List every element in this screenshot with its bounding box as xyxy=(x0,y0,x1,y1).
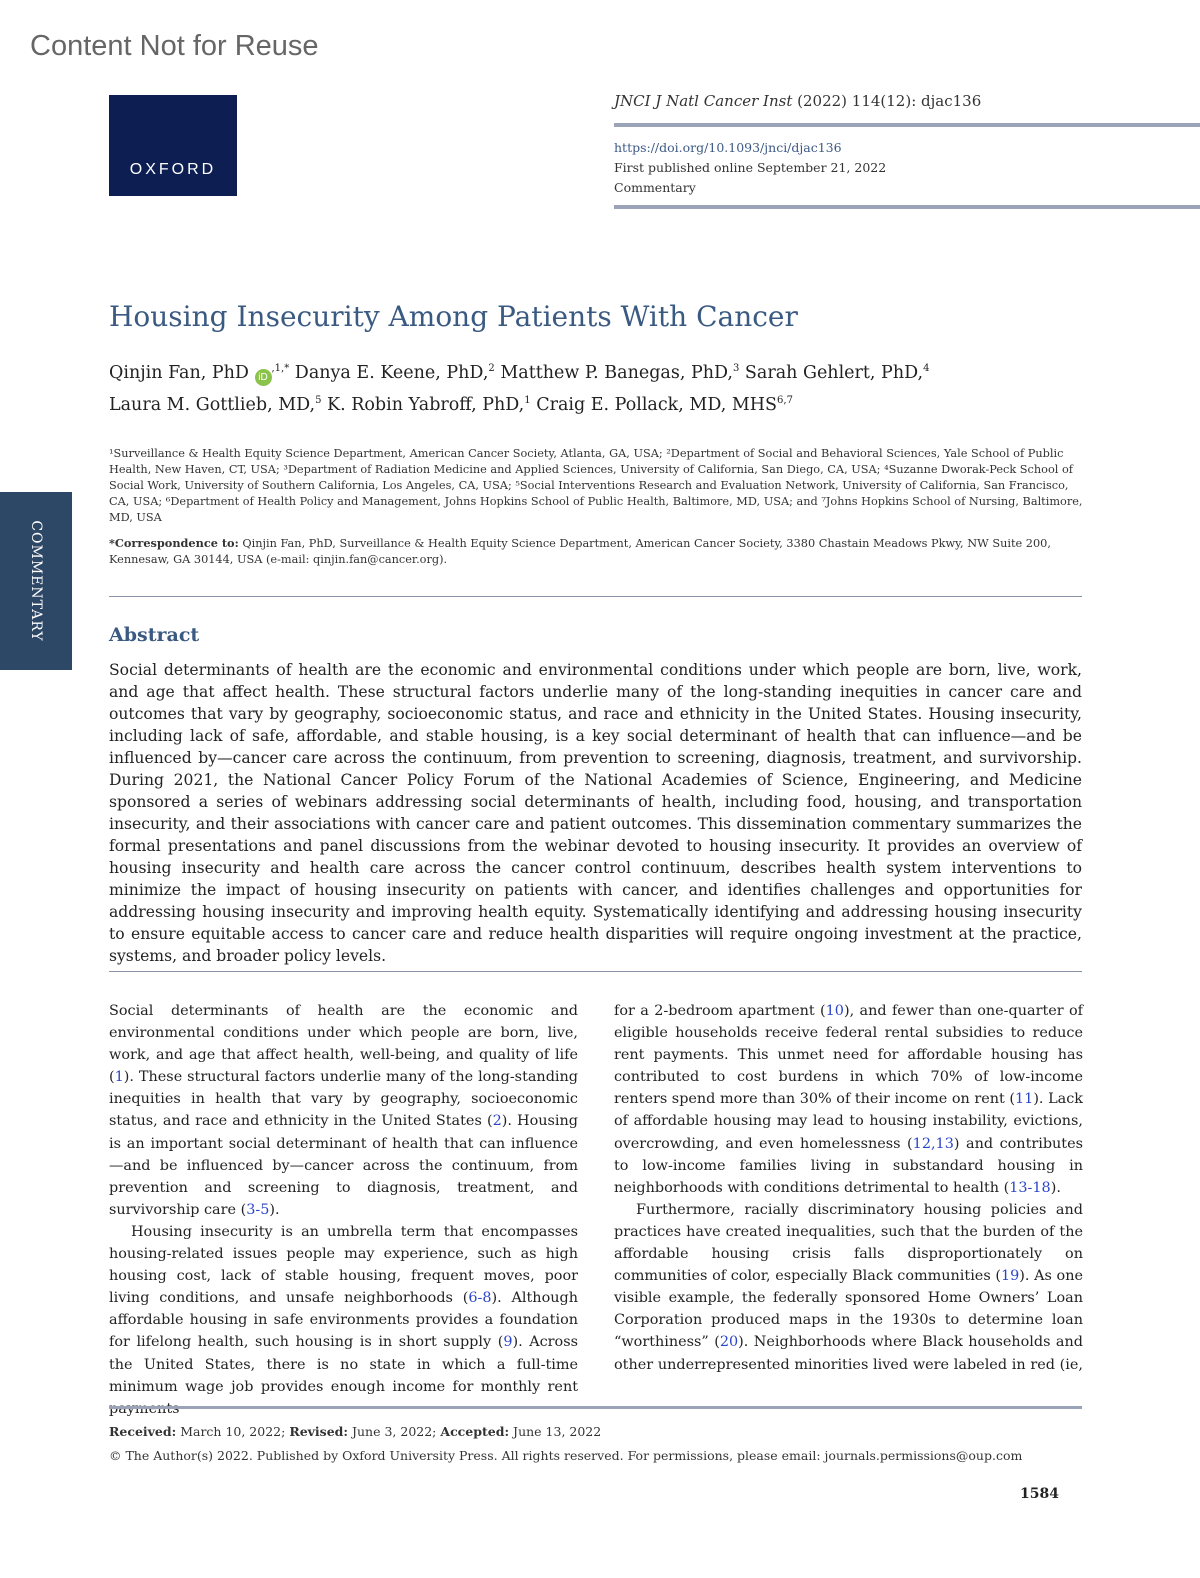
received-label: Received: xyxy=(109,1424,177,1439)
author-name: Laura M. Gottlieb, MD, xyxy=(109,394,316,415)
journal-citation xyxy=(614,92,981,110)
body-text: Social determinants of health are the economic and environmental conditions under which people are born, live, work, and age that affect health, well-being, and quality of life ( xyxy=(109,1003,578,1086)
body-text: ). These structural factors underlie many of the long-standing inequities in health that vary by geography, socioeconomic status, and race and ethnicity in the United States ( xyxy=(109,1069,578,1130)
affiliation-marker: 1 xyxy=(524,394,531,406)
body-text: ). xyxy=(1050,1179,1061,1196)
body-text: ). Although affordable housing in safe environments provides a foundation for lifelong health, such housing is in short supply ( xyxy=(109,1290,578,1351)
body-text: for a 2-bedroom apartment ( xyxy=(614,1003,826,1019)
correspondence-label: *Correspondence to: xyxy=(109,536,239,550)
body-text: ). Housing is an important social determinant of health that can influence—and be influenced by—cancer across the continuum, from prevention and screening to diagnosis, treatment, and survivorship care ( xyxy=(109,1113,579,1218)
citation-link[interactable]: 13-18 xyxy=(1009,1179,1051,1196)
abstract-text: Social determinants of health are the economic and environmental conditions under which people are born, live, work, and age that affect health. These structural factors underlie many of the long-standing inequities in cancer care and outcomes that vary by geography, socioeconomic status, and race and ethnicity in the United States. Housing insecurity, including lack of safe, affordable, and stable housing, is a key social determinant of health that can influence—and be influenced by—cancer care across the continuum, from prevention to screening, diagnosis, treatment, and survivorship. During 2021, the National Cancer Policy Forum of the National Academies of Science, Engineering, and Medicine sponsored a series of webinars addressing social determinants of health, including food, housing, and transportation insecurity, and their associations with cancer care and patient outcomes. This dissemination commentary summarizes the formal presentations and panel discussions from the webinar devoted to housing insecurity. It provides an overview of housing insecurity and health care across the cancer control continuum, describes health system interventions to minimize the impact of housing insecurity on patients with cancer, and identifies challenges and opportunities for addressing housing insecurity and improving health equity. Systematically identifying and addressing housing insecurity to ensure equitable access to cancer care and reduce health disparities will require ongoing investment at the practice, systems, and broader policy levels. xyxy=(109,661,1082,965)
copyright: © The Author(s) 2022. Published by Oxford University Press. All rights reserved. For permissions, please email: journals.permissions@oup.com xyxy=(109,1448,1023,1463)
body-text: ). xyxy=(269,1201,280,1218)
article-title: Housing Insecurity Among Patients With Cancer xyxy=(109,300,798,333)
body-paragraph xyxy=(109,1000,578,1221)
citation-link[interactable]: 6-8 xyxy=(468,1290,492,1307)
side-tab-label: COMMENTARY xyxy=(28,520,44,642)
body-text: ) and contributes to low-income families living in substandard housing in neighborhoods with conditions detrimental to health ( xyxy=(614,1135,1083,1196)
affiliation-marker: 6,7 xyxy=(777,394,793,406)
abstract-heading: Abstract xyxy=(109,624,200,646)
body-paragraph xyxy=(614,1000,1083,1199)
body-column-left xyxy=(109,1000,578,1420)
affiliation-marker: 2 xyxy=(488,363,495,374)
footer-rule xyxy=(109,1406,1082,1409)
citation-link[interactable]: 1 xyxy=(114,1069,124,1086)
header-rule xyxy=(614,123,1200,127)
citation-link[interactable]: 10 xyxy=(825,1003,844,1019)
divider xyxy=(109,971,1082,972)
body-text: Furthermore, racially discriminatory housing policies and practices have created inequalities, such that the burden of the affordable housing crisis falls disproportionately on communities of color, especially Black communities ( xyxy=(614,1201,1083,1285)
author-line xyxy=(109,355,929,387)
section-side-tab xyxy=(0,492,72,670)
correspondence-text: Qinjin Fan, PhD, Surveillance & Health Equity Science Department, American Cancer Society, 3380 Chastain Meadows Pkwy, NW Suite 200, Kennesaw, GA 30144, USA (e-mail: qinjin.fan@cancer.org). xyxy=(109,537,1051,566)
citation-link[interactable]: 11 xyxy=(1015,1091,1034,1108)
affiliation-marker: 5 xyxy=(315,394,322,406)
body-text: Housing insecurity is an umbrella term that encompasses housing-related issues people may experience, such as high housing cost, lack of stable housing, frequent moves, poor living conditions, and unsafe neighborhoods ( xyxy=(109,1223,578,1307)
body-text: ). Neighborhoods where Black households and other underrepresented minorities lived were labeled in red (ie, xyxy=(614,1334,1083,1373)
accepted-date: June 13, 2022 xyxy=(509,1424,602,1439)
affiliation-marker: 4 xyxy=(923,363,930,374)
journal-volume: (2022) 114(12): djac136 xyxy=(792,92,982,110)
body-text: ). As one visible example, the federally sponsored Home Owners’ Loan Corporation produced maps in the 1930s to determine loan “worthiness” ( xyxy=(614,1268,1083,1351)
author-name: Matthew P. Banegas, PhD, xyxy=(494,362,733,383)
logo-text: OXFORD xyxy=(129,161,217,178)
affiliation-marker: 3 xyxy=(732,363,740,374)
page-number: 1584 xyxy=(1020,1486,1059,1502)
author-name: K. Robin Yabroff, PhD, xyxy=(321,394,525,415)
author-name: Qinjin Fan, PhD xyxy=(109,362,255,383)
body-text: ). Across the United States, there is no state in which a full-time minimum wage job provides enough income for monthly rent xyxy=(109,1334,578,1395)
body-paragraph xyxy=(109,1221,578,1420)
article-type: Commentary xyxy=(614,180,696,195)
received-date: March 10, 2022; xyxy=(176,1424,290,1439)
header-rule xyxy=(614,205,1200,209)
accepted-label: Accepted: xyxy=(440,1424,510,1439)
citation-link[interactable]: 2 xyxy=(492,1113,502,1130)
author-list xyxy=(109,355,929,419)
body-text: ). Lack of affordable housing may lead to housing instability, evictions, overcrowding, and even homelessness ( xyxy=(614,1091,1083,1152)
journal-name: JNCI J Natl Cancer Inst xyxy=(614,92,793,110)
divider xyxy=(109,596,1082,597)
citation-link[interactable]: 20 xyxy=(719,1334,739,1351)
author-line xyxy=(109,387,929,419)
body-paragraph xyxy=(614,1199,1083,1376)
revised-label: Revised: xyxy=(289,1424,349,1439)
body-text: ), and fewer than one-quarter of eligible households receive federal rental subsidies to reduce rent payments. This unmet need for affordable housing has contributed to cost burdens in which 70% of low-income renters spend more than 30% of their income on rent ( xyxy=(614,1003,1083,1108)
oxford-logo xyxy=(109,95,237,196)
affiliation-marker: ,1,* xyxy=(271,363,290,374)
watermark: Content Not for Reuse xyxy=(30,30,319,62)
article-meta xyxy=(614,138,886,198)
author-name: Danya E. Keene, PhD, xyxy=(289,362,489,383)
revised-date: June 3, 2022; xyxy=(348,1424,441,1439)
article-dates xyxy=(109,1424,601,1439)
correspondence xyxy=(109,535,1084,568)
affiliations: ¹Surveillance & Health Equity Science Department, American Cancer Society, Atlanta, GA, USA; ²Department of Social and Behavioral Sciences, Yale School of Public Health, New Haven, CT, USA; ³Department of Radiation Medicine and Applied Sciences, University of California, San Diego, CA, USA; ⁴Suzanne Dworak-Peck School of Social Work, University of Southern California, Los Angeles, CA, USA; ⁵Social Interventions Research and Evaluation Network, University of California, San Francisco, CA, USA; ⁶Department of Health Policy and Management, Johns Hopkins School of Public Health, Baltimore, MD, USA; and ⁷Johns Hopkins School of Nursing, Baltimore, MD, USA xyxy=(109,447,1083,524)
body-column-right xyxy=(614,1000,1083,1376)
published-date: First published online September 21, 2022 xyxy=(614,160,887,175)
doi-link[interactable]: https://doi.org/10.1093/jnci/djac136 xyxy=(614,140,842,155)
author-name: Craig E. Pollack, MD, MHS xyxy=(530,394,778,415)
citation-link[interactable]: 3-5 xyxy=(246,1201,270,1218)
citation-link[interactable]: 12,13 xyxy=(912,1135,954,1152)
citation-link[interactable]: 19 xyxy=(1000,1268,1020,1285)
orcid-icon[interactable]: iD xyxy=(255,369,272,386)
citation-link[interactable]: 9 xyxy=(503,1334,513,1351)
author-name: Sarah Gehlert, PhD, xyxy=(739,362,924,383)
